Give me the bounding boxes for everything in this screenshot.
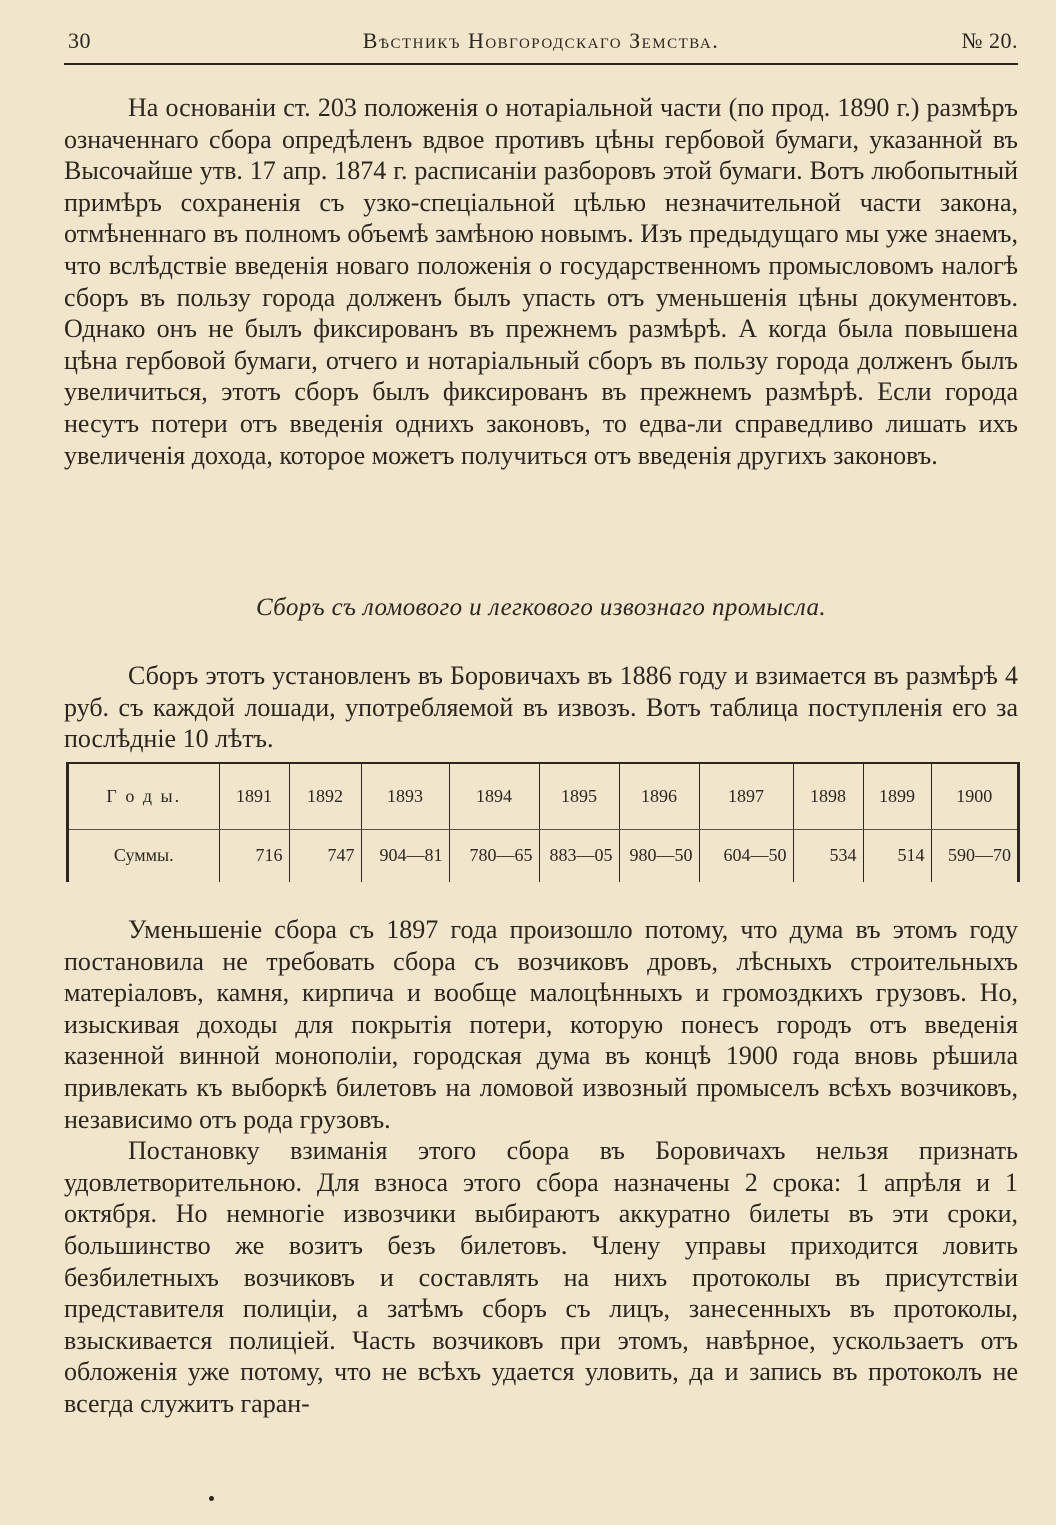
table-cell-year: 1899 [863,764,931,829]
table-cell-year: 1897 [699,764,793,829]
issue-number: № 20. [961,28,1018,53]
paragraph-fee-decline [64,914,1018,1420]
page-number: 30 [68,28,91,53]
table-cell-sum: 716 [219,829,289,882]
table-cell-sum: 534 [793,829,863,882]
table-cell-sum: 514 [863,829,931,882]
table-cell-year: 1900 [931,764,1017,829]
table-cell-year: 1898 [793,764,863,829]
revenue-table-grid [69,764,1017,882]
ink-speck [209,1496,214,1501]
table-cell-year: 1891 [219,764,289,829]
paragraph-text: Сборъ этотъ установленъ въ Боровичахъ въ 1886 году и взимается въ размѣрѣ 4 руб. съ каждой лошади, употребляемой въ извозъ. Вотъ таблица поступленія его за послѣдніе 10 лѣтъ. [64,661,1018,754]
table-cell-sum: 980—50 [619,829,699,882]
table-cell-year: 1895 [539,764,619,829]
revenue-table [66,762,1020,882]
header-rule [64,63,1018,65]
paragraph-text: Уменьшеніе сбора съ 1897 года произошло потому, что дума въ этомъ году постановила не требовать сбора съ возчиковъ дровъ, лѣсныхъ строительныхъ матеріаловъ, камня, кирпича и вообще малоцѣнныхъ и громоздкихъ грузовъ. Но, изыскивая доходы для покрытія потери, которую понесъ городъ отъ введенія казенной винной монополіи, городская дума въ концѣ 1900 года вновь рѣшила привлекать къ выборкѣ билетовъ на ломовой извозный промыселъ всѣхъ возчиковъ, независимо отъ рода грузовъ. [64,915,1018,1134]
table-cell-sum: 604—50 [699,829,793,882]
table-cell-year: 1893 [361,764,449,829]
table-cell-sum: 590—70 [931,829,1017,882]
table-cell-sum: 780—65 [449,829,539,882]
table-cell-sum: 747 [289,829,361,882]
table-cell-sum: 883—05 [539,829,619,882]
table-row-years [69,764,1017,829]
sums-label: Суммы. [113,845,174,866]
running-header [64,28,1018,62]
paragraph-text: Постановку взиманія этого сбора въ Боровичахъ нельзя признать удовлетворительною. Для взноса этого сбора назначены 2 срока: 1 апрѣля и 1 октября. Но немногіе извозчики выбираютъ аккуратно билеты въ эти сроки, большинство же возитъ безъ билетовъ. Члену управы приходится ловить безбилетныхъ возчиковъ и составлять на нихъ протоколы въ присутствіи представителя полиціи, а затѣмъ сборъ съ лицъ, занесенныхъ въ протоколы, взыскивается полиціей. Часть возчиковъ при этомъ, навѣрное, ускользаетъ отъ обложенія уже потому, что не всѣхъ удается уловить, да и запись въ протоколъ не всегда служитъ гаран- [64,1136,1018,1418]
section-heading: Сборъ съ ломового и легкового извознаго промысла. [255,594,827,621]
paragraph-fee-intro [64,660,1018,755]
journal-title: Вѣстникъ Новгородскаго Земства. [362,28,720,53]
years-label: Г о д ы. [69,764,219,829]
table-cell-year: 1894 [449,764,539,829]
table-cell-year: 1892 [289,764,361,829]
paragraph-text: На основаніи ст. 203 положенія о нотаріальной части (по прод. 1890 г.) размѣръ означеннаго сбора опредѣленъ вдвое противъ цѣны гербовой бумаги, указанной въ Высочайше утв. 17 апр. 1874 г. расписаніи разборовъ этой бумаги. Вотъ любопытный примѣръ сохраненія съ узко-спеціальной цѣлью незначительной части закона, отмѣненнаго въ полномъ объемѣ замѣною новымъ. Изъ предыдущаго мы уже знаемъ, что вслѣдствіе введенія новаго положенія о государственномъ промысловомъ налогѣ сборъ въ пользу города долженъ былъ упасть отъ уменьшенія цѣны документовъ. Однако онъ не былъ фиксированъ въ прежнемъ размѣрѣ. А когда была повышена цѣна гербовой бумаги, отчего и нотаріальный сборъ въ пользу города долженъ былъ увеличиться, этотъ сборъ былъ фиксированъ въ прежнемъ размѣрѣ. Если города несутъ потери отъ введенія однихъ законовъ, то едва-ли справедливо лишать ихъ увеличенія дохода, которое можетъ получиться отъ введенія другихъ законовъ. [64,93,1018,470]
table-cell-year: 1896 [619,764,699,829]
table-row-sums [69,829,1017,882]
table-cell-sum: 904—81 [361,829,449,882]
paragraph-notarial-fee [64,92,1018,471]
